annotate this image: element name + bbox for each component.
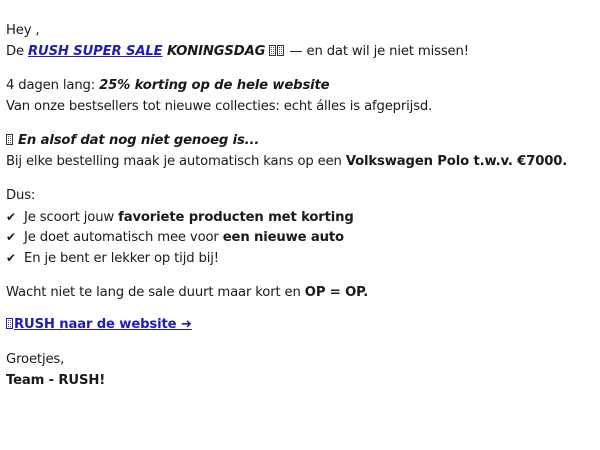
summary-item: ✔ En je bent er lekker op tijd bij! — [6, 248, 600, 269]
urgency-line: Wacht niet te lang de sale duurt maar kort en OP = OP. — [6, 284, 369, 300]
summary-label: Dus: — [6, 188, 36, 203]
sparkle-icon — [6, 134, 13, 145]
signature: Team - RUSH! — [6, 372, 106, 388]
summary-item: ✔ Je doet automatisch mee voor een nieuwe auto — [6, 227, 600, 248]
cta-line — [6, 315, 600, 336]
pointer-icon — [6, 318, 13, 329]
duration-line: 4 dagen lang: 25% korting op de hele website — [6, 78, 330, 93]
discount-line: Van onze bestsellers tot nieuwe collecties: echt álles is afgeprijsd. — [6, 98, 433, 114]
bonus-line: Bij elke bestelling maak je automatisch kans op een Volkswagen Polo t.w.v. €7000. — [6, 153, 568, 169]
op-is-op: OP = OP. — [304, 284, 369, 300]
checkmark-icon: ✔ — [6, 230, 16, 244]
flag-icon — [269, 45, 276, 56]
prize-text: Volkswagen Polo t.w.v. €7000. — [345, 153, 568, 169]
sale-link[interactable]: RUSH SUPER SALE — [28, 43, 163, 59]
website-link[interactable]: RUSH naar de website ➜ — [6, 317, 192, 332]
signoff: Groetjes, — [6, 352, 65, 367]
checkmark-icon: ✔ — [6, 209, 16, 224]
flag-icon — [277, 45, 284, 56]
summary-item: ✔ Je scoort jouw favoriete producten met korting — [6, 207, 600, 228]
bonus-heading: En alsof dat nog niet genoeg is... — [6, 131, 600, 152]
greeting: Hey , — [6, 23, 40, 38]
discount-highlight: 25% korting op de hele website — [99, 78, 330, 93]
checkmark-icon: ✔ — [6, 250, 16, 265]
intro-line: De RUSH SUPER SALE KONINGSDAG — en dat wil je niet missen! — [6, 43, 469, 59]
event-name: KONINGSDAG — [162, 43, 266, 59]
